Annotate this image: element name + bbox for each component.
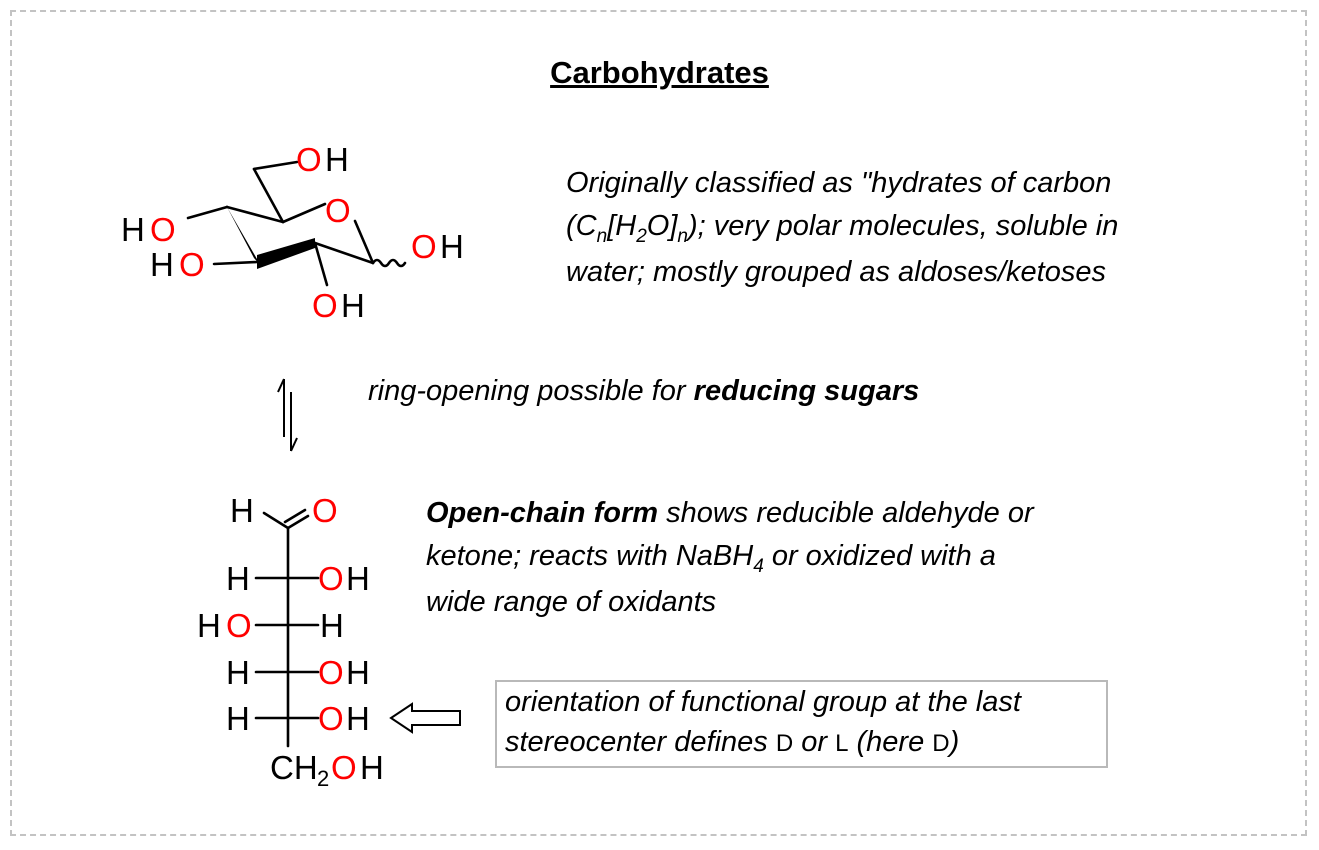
c6-hydrogen: H — [360, 749, 384, 786]
c4-oxygen: O — [318, 654, 344, 691]
wedge-c3-c2 — [257, 238, 315, 269]
c6-oxygen: O — [331, 749, 357, 786]
ring-oxygen: O — [325, 192, 351, 229]
fischer-projection — [197, 492, 384, 791]
c5-left-hydrogen: H — [226, 700, 250, 737]
c2-left-hydrogen: H — [226, 560, 250, 597]
open-chain-line-3: wide range of oxidants — [426, 586, 717, 618]
c6-hydrogen: H — [325, 141, 349, 178]
aldehyde-hydrogen: H — [230, 492, 254, 529]
c3-hydrogen: H — [150, 246, 174, 283]
c3-right-hydrogen: H — [320, 607, 344, 644]
c2-hydrogen: H — [341, 287, 365, 324]
c3-oxygen: O — [226, 607, 252, 644]
page-title: Carbohydrates — [550, 55, 769, 90]
open-chain-line-1: Open-chain form shows reducible aldehyde or — [426, 497, 1034, 529]
equilibrium-caption: ring-opening possible for reducing sugars — [368, 375, 920, 407]
c2-oxygen: O — [318, 560, 344, 597]
c6-ch: CH — [270, 749, 318, 786]
open-chain-line-2: ketone; reacts with NaBH$_4$ or oxidized with a — [426, 540, 996, 577]
fischer-bonds — [256, 510, 318, 746]
c2-oxygen: O — [312, 287, 338, 324]
hollow-arrow-icon — [391, 704, 460, 732]
aldehyde-oxygen: O — [312, 492, 338, 529]
note-line-2: stereocenter defines D or L (here D) — [505, 726, 960, 758]
description-line-2: $(C_n[H_2O]_n)$; very polar molecules, soluble in — [566, 210, 1119, 247]
c2-oh-hydrogen: H — [346, 560, 370, 597]
c4-hydrogen: H — [121, 211, 145, 248]
equilibrium-arrows — [278, 379, 297, 451]
c4-left-hydrogen: H — [226, 654, 250, 691]
pyranose-structure — [121, 141, 464, 324]
c4-oxygen: O — [150, 211, 176, 248]
pyranose-bonds — [188, 162, 405, 285]
c3-ho-hydrogen: H — [197, 607, 221, 644]
anomeric-oxygen: O — [411, 228, 437, 265]
c3-oxygen: O — [179, 246, 205, 283]
c6-oxygen: O — [296, 141, 322, 178]
c5-oxygen: O — [318, 700, 344, 737]
description-line-1: Originally classified as "hydrates of carbon — [566, 167, 1112, 199]
description-line-3: water; mostly grouped as aldoses/ketoses — [566, 256, 1106, 288]
c4-oh-hydrogen: H — [346, 654, 370, 691]
anomeric-hydrogen: H — [440, 228, 464, 265]
note-line-1: orientation of functional group at the last — [505, 686, 1021, 718]
c6-subscript: 2 — [317, 766, 330, 791]
c5-oh-hydrogen: H — [346, 700, 370, 737]
